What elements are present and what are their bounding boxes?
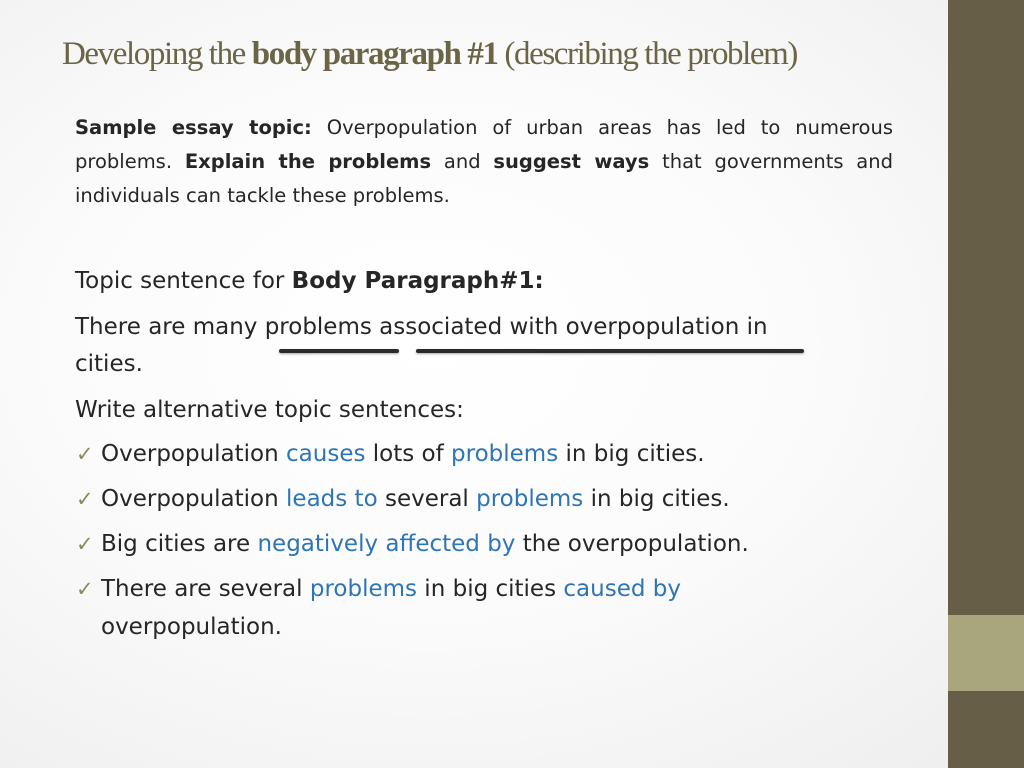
essay-topic-label: Sample essay topic: — [75, 116, 312, 139]
topic-sentence-intro-bold: Body Paragraph#1: — [291, 268, 544, 294]
alternatives-heading: Write alternative topic sentences: — [75, 397, 464, 423]
item-highlight: problems — [451, 441, 559, 467]
checkmark-icon: ✓ — [76, 532, 94, 556]
underline-problems — [279, 349, 399, 353]
item-text-part: Overpopulation — [101, 441, 287, 467]
topic-sentence-line2: cities. — [75, 351, 143, 377]
essay-topic-text: and — [431, 150, 494, 173]
underline-associated-with-overpopulation — [416, 349, 804, 353]
item-highlight: negatively affected by — [257, 531, 516, 557]
alternative-item-text — [101, 570, 861, 608]
item-text-part: There are several — [101, 576, 310, 602]
checkmark-icon: ✓ — [76, 442, 94, 466]
item-text-part: in big cities. — [558, 441, 705, 467]
item-text-part: lots of — [365, 441, 452, 467]
essay-topic-text: Overpopulation of urban areas has led to numerous problems. — [75, 116, 894, 173]
essay-topic-bold-explain: Explain the problems — [184, 150, 432, 173]
title-suffix: (describing the problem) — [497, 36, 798, 72]
alternative-item-text — [101, 480, 861, 518]
item-highlight: problems — [476, 486, 584, 512]
item-text-part: Big cities are — [101, 531, 258, 557]
item-highlight: problems — [309, 576, 417, 602]
checkmark-icon: ✓ — [76, 577, 94, 601]
essay-topic-paragraph — [75, 111, 893, 213]
decorative-sidebar-accent — [948, 615, 1024, 691]
item-text-part: in big cities. — [583, 486, 730, 512]
item-text-part: in big cities — [417, 576, 564, 602]
item-highlight: causes — [286, 441, 366, 467]
item-text-part: Overpopulation — [101, 486, 287, 512]
alternative-item-text — [101, 435, 861, 473]
item-text-part: the overpopulation. — [515, 531, 749, 557]
item-highlight: caused by — [563, 576, 681, 602]
item-highlight: leads to — [286, 486, 378, 512]
title-prefix: Developing the — [62, 36, 252, 72]
item-text-part: several — [377, 486, 477, 512]
title-bold: body paragraph #1 — [251, 36, 498, 72]
essay-topic-bold-suggest: suggest ways — [493, 150, 650, 173]
topic-sentence-intro — [75, 263, 544, 299]
checkmark-icon: ✓ — [76, 487, 94, 511]
alternative-item-text — [101, 525, 861, 563]
topic-sentence-intro-text: Topic sentence for — [75, 268, 292, 294]
alternative-item-text: overpopulation. — [101, 614, 282, 640]
slide-title — [62, 36, 942, 73]
essay-topic-text: that governments and individuals can tackle these problems. — [75, 150, 893, 207]
topic-sentence-line1: There are many problems associated with overpopulation in — [75, 314, 768, 340]
